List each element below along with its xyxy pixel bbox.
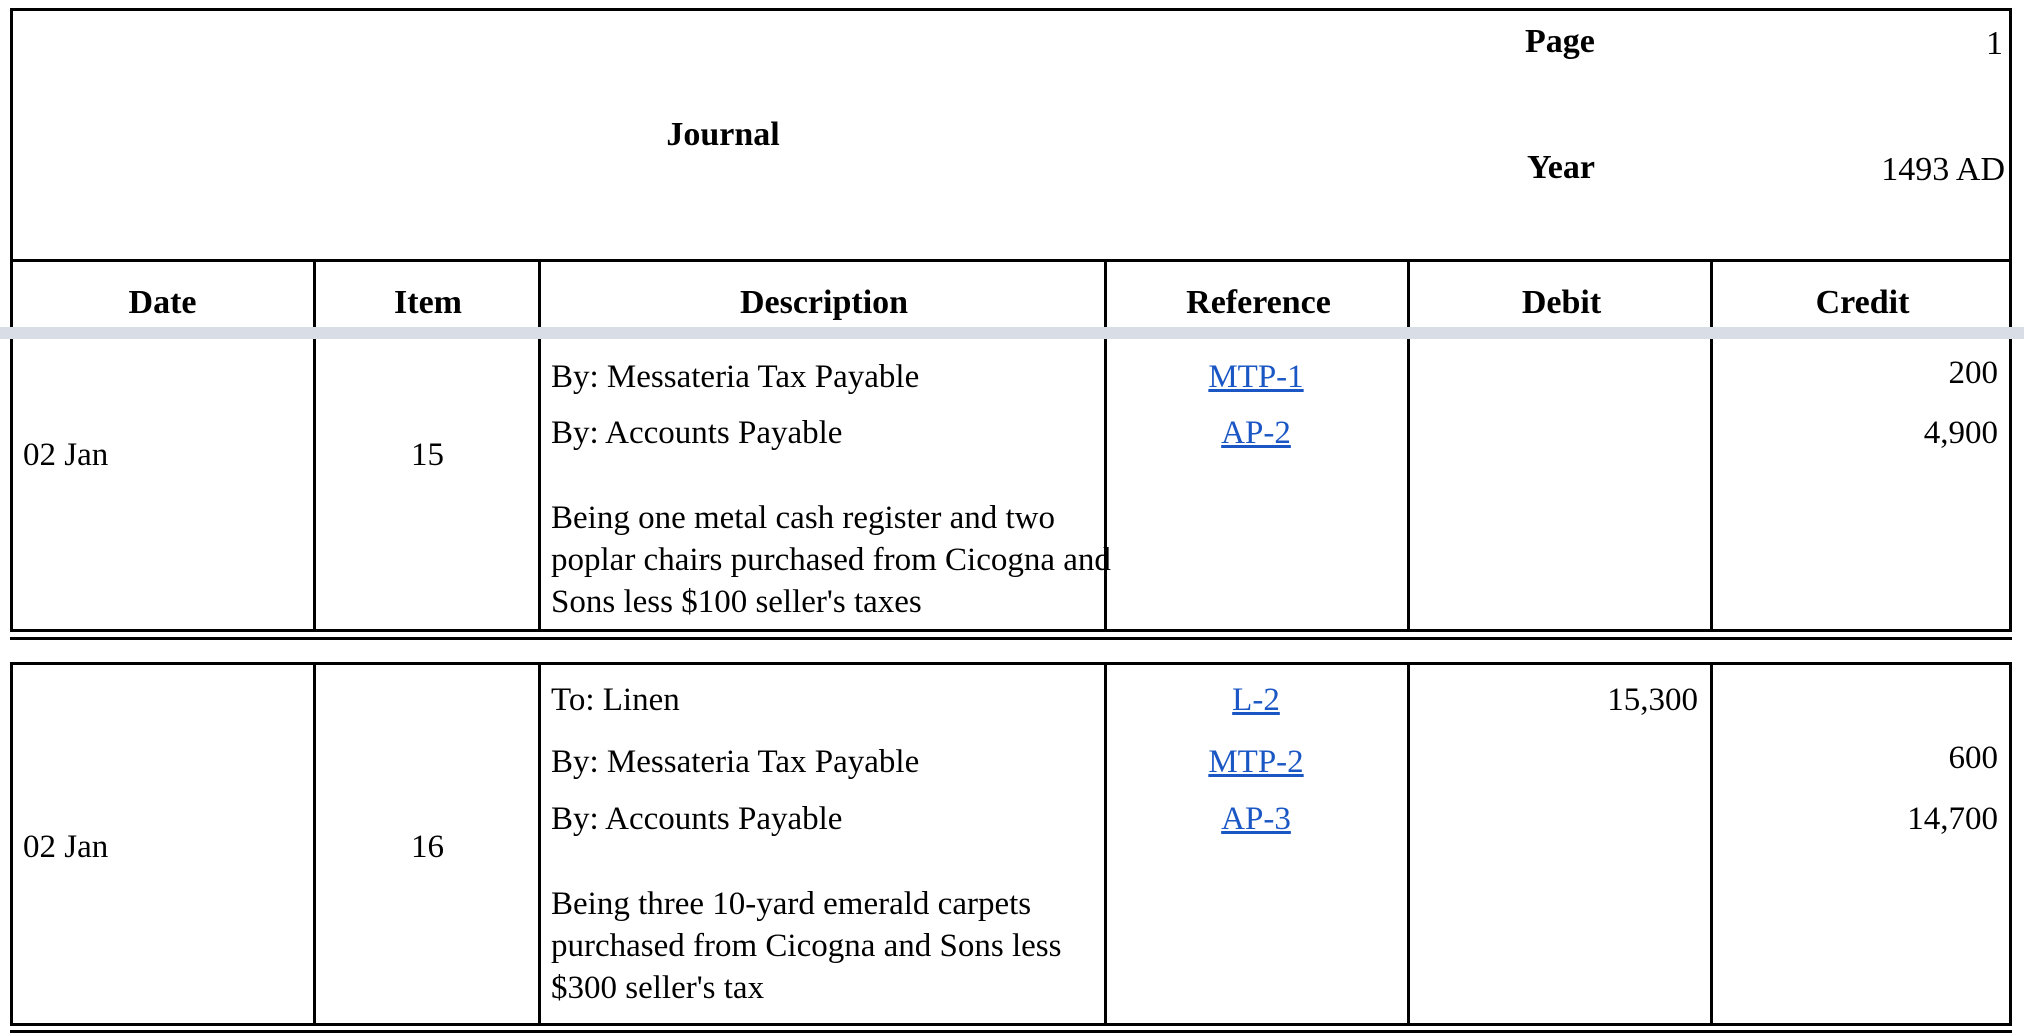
line-credit: 600 (1948, 740, 1998, 776)
column-divider (538, 339, 541, 629)
line-description: To: Linen (551, 682, 680, 718)
header-divider (313, 262, 316, 335)
column-header-description[interactable]: Description (739, 284, 909, 321)
header-divider (10, 262, 13, 335)
frozen-header-separator[interactable] (0, 327, 2024, 339)
entry-item: 15 (411, 437, 444, 473)
journal-entry (10, 339, 2012, 632)
header-divider (2009, 262, 2012, 335)
journal-header (10, 8, 2012, 260)
line-description: By: Messateria Tax Payable (551, 744, 920, 780)
column-header-item[interactable]: Item (394, 284, 462, 321)
column-divider (313, 665, 316, 1023)
page-label: Page (1525, 23, 1595, 60)
column-header-credit[interactable]: Credit (1815, 284, 1910, 321)
header-divider (1104, 262, 1107, 335)
column-header-debit[interactable]: Debit (1521, 284, 1602, 321)
header-divider (1407, 262, 1410, 335)
year-value: 1493 AD (1881, 151, 2005, 188)
entry-item: 16 (411, 829, 444, 865)
reference-link[interactable]: AP-3 (1221, 801, 1291, 837)
column-divider (538, 665, 541, 1023)
journal-title: Journal (666, 116, 780, 153)
entry-date: 02 Jan (23, 437, 109, 473)
journal-entry (10, 662, 2012, 1026)
line-credit: 14,700 (1907, 801, 1998, 837)
column-divider (1710, 665, 1713, 1023)
page-number: 1 (1986, 25, 2003, 62)
line-debit: 15,300 (1607, 682, 1698, 718)
entry-narration: Being three 10-yard emerald carpets purchased from Cicogna and Sons less $300 seller's tax (551, 886, 1062, 1006)
reference-link[interactable]: MTP-1 (1208, 359, 1304, 395)
line-description: By: Accounts Payable (551, 415, 843, 451)
column-header-date[interactable]: Date (128, 284, 197, 321)
reference-link[interactable]: AP-2 (1221, 415, 1291, 451)
header-divider (538, 262, 541, 335)
line-description: By: Accounts Payable (551, 801, 843, 837)
line-credit: 4,900 (1923, 415, 1998, 451)
reference-link[interactable]: L-2 (1232, 682, 1280, 718)
column-header-row (10, 259, 2012, 335)
column-divider (313, 339, 316, 629)
year-label: Year (1527, 149, 1595, 186)
column-divider (1407, 339, 1410, 629)
entry-double-rule (10, 637, 2012, 640)
column-divider (1407, 665, 1410, 1023)
line-description: By: Messateria Tax Payable (551, 359, 920, 395)
entry-narration: Being one metal cash register and two poplar chairs purchased from Cicogna and Sons less $100 seller's taxes (551, 500, 1111, 620)
line-credit: 200 (1948, 355, 1998, 391)
entry-date: 02 Jan (23, 829, 109, 865)
header-divider (1710, 262, 1713, 335)
column-header-reference[interactable]: Reference (1186, 284, 1331, 321)
column-divider (1710, 339, 1713, 629)
reference-link[interactable]: MTP-2 (1208, 744, 1304, 780)
entry-double-rule (10, 1030, 2012, 1033)
